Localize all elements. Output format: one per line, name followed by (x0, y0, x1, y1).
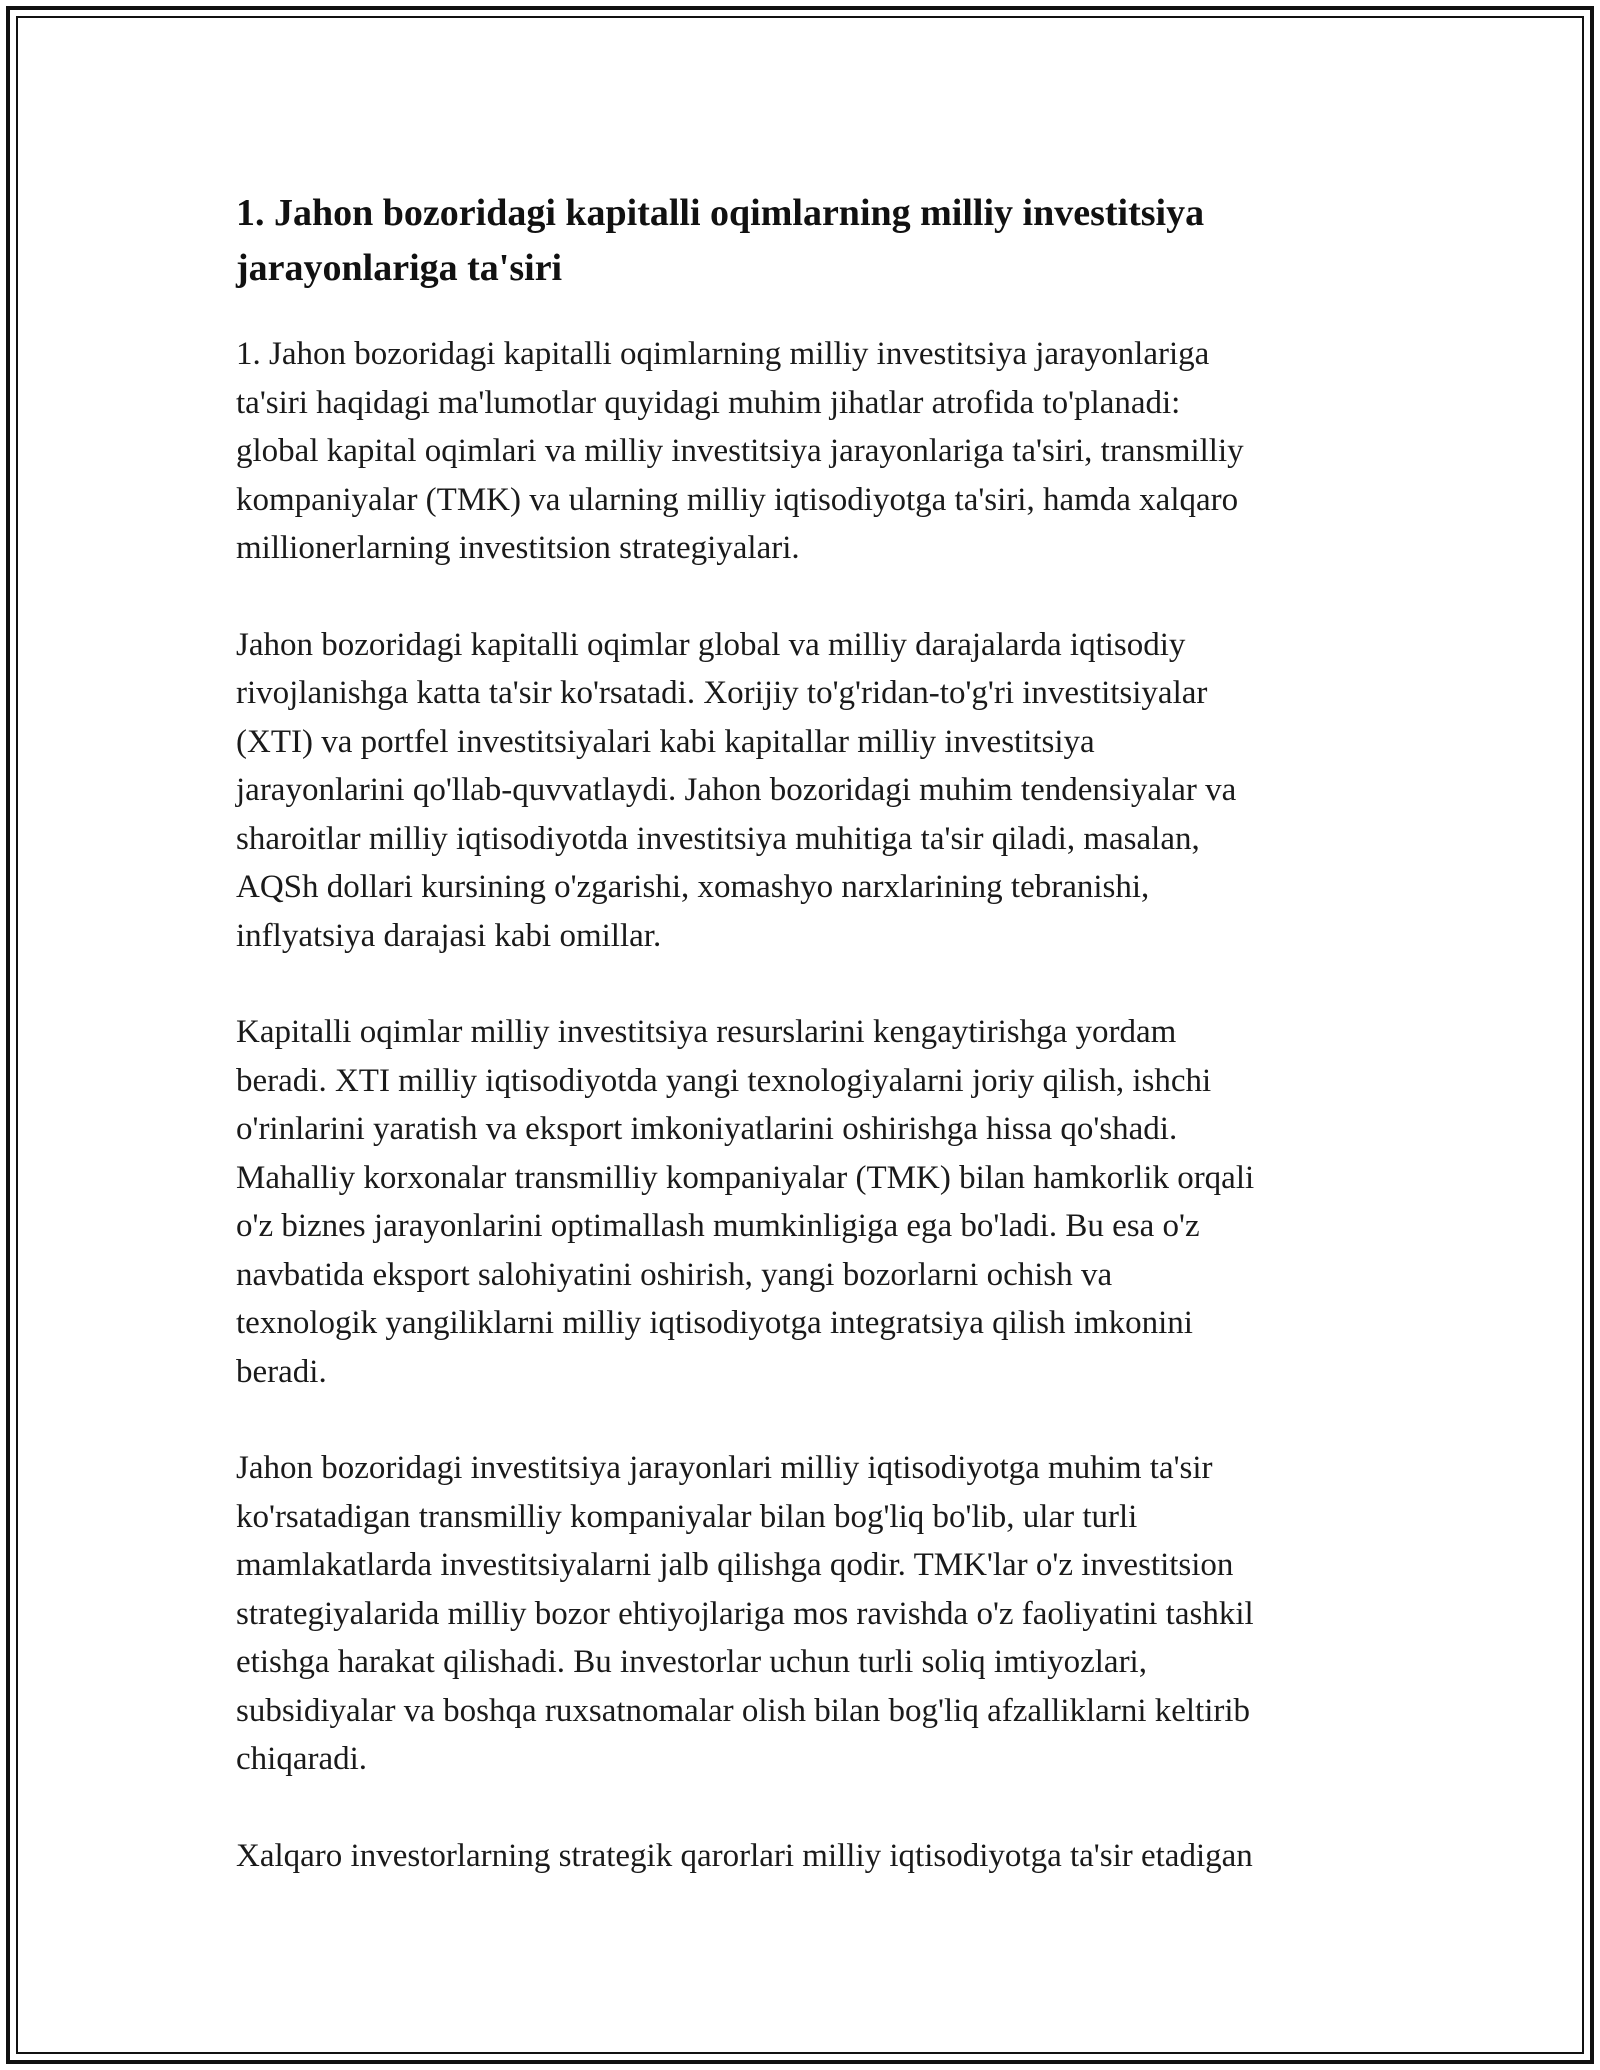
paragraph-international-investors: Xalqaro investorlarning strategik qarorlari milliy iqtisodiyotga ta'sir etadigan (236, 1837, 1253, 1874)
paragraph-intro: 1. Jahon bozoridagi kapitalli oqimlarning milliy investitsiya jarayonlariga ta'siri haqidagi ma'lumotlar quyidagi muhim jihatlar atrofida to'planadi: global kapital oqimlari va milliy investitsiya jarayonlariga ta'siri, transmilliy kompaniyalar (TMK) va ularning milliy iqtisodiyotga ta'siri, hamda xalqaro millionerlarning investitsion strategiyalari. (236, 336, 1244, 566)
document-body (236, 186, 1366, 1928)
paragraph-investment-resources: Kapitalli oqimlar milliy investitsiya resurslarini kengaytirishga yordam beradi. XTI milliy iqtisodiyotda yangi texnologiyalarni joriy qilish, ishchi o'rinlarini yaratish va eksport imkoniyatlarini oshirishga hissa qo'shadi. Mahalliy korxonalar transmilliy kompaniyalar (TMK) bilan hamkorlik orqali o'z biznes jarayonlarini optimallash mumkinligiga ega bo'ladi. Bu esa o'z navbatida eksport salohiyatini oshirish, yangi bozorlarni ochish va texnologik yangiliklarni milliy iqtisodiyotga integratsiya qilish imkonini beradi. (236, 1014, 1255, 1390)
section-title: 1. Jahon bozoridagi kapitalli oqimlarning milliy investitsiya jarayonlariga ta'siri (236, 192, 1205, 289)
paragraph-transnational-companies: Jahon bozoridagi investitsiya jarayonlari milliy iqtisodiyotga muhim ta'sir ko'rsatadigan transmilliy kompaniyalar bilan bog'liq bo'lib, ular turli mamlakatlarda investitsiyalarni jalb qilishga qodir. TMK'lar o'z investitsion strategiyalarida milliy bozor ehtiyojlariga mos ravishda o'z faoliyatini tashkil etishga harakat qilishadi. Bu investorlar uchun turli soliq imtiyozlari, subsidiyalar va boshqa ruxsatnomalar olish bilan bog'liq afzalliklarni keltirib chiqaradi. (236, 1450, 1254, 1777)
paragraph-capital-flows: Jahon bozoridagi kapitalli oqimlar global va milliy darajalarda iqtisodiy rivojlanishga katta ta'sir ko'rsatadi. Xorijiy to'g'ridan-to'g'ri investitsiyalar (XTI) va portfel investitsiyalari kabi kapitallar milliy investitsiya jarayonlarini qo'llab-quvvatlaydi. Jahon bozoridagi muhim tendensiyalar va sharoitlar milliy iqtisodiyotda investitsiya muhitiga ta'sir qiladi, masalan, AQSh dollari kursining o'zgarishi, xomashyo narxlarining tebranishi, inflyatsiya darajasi kabi omillar. (236, 626, 1237, 954)
